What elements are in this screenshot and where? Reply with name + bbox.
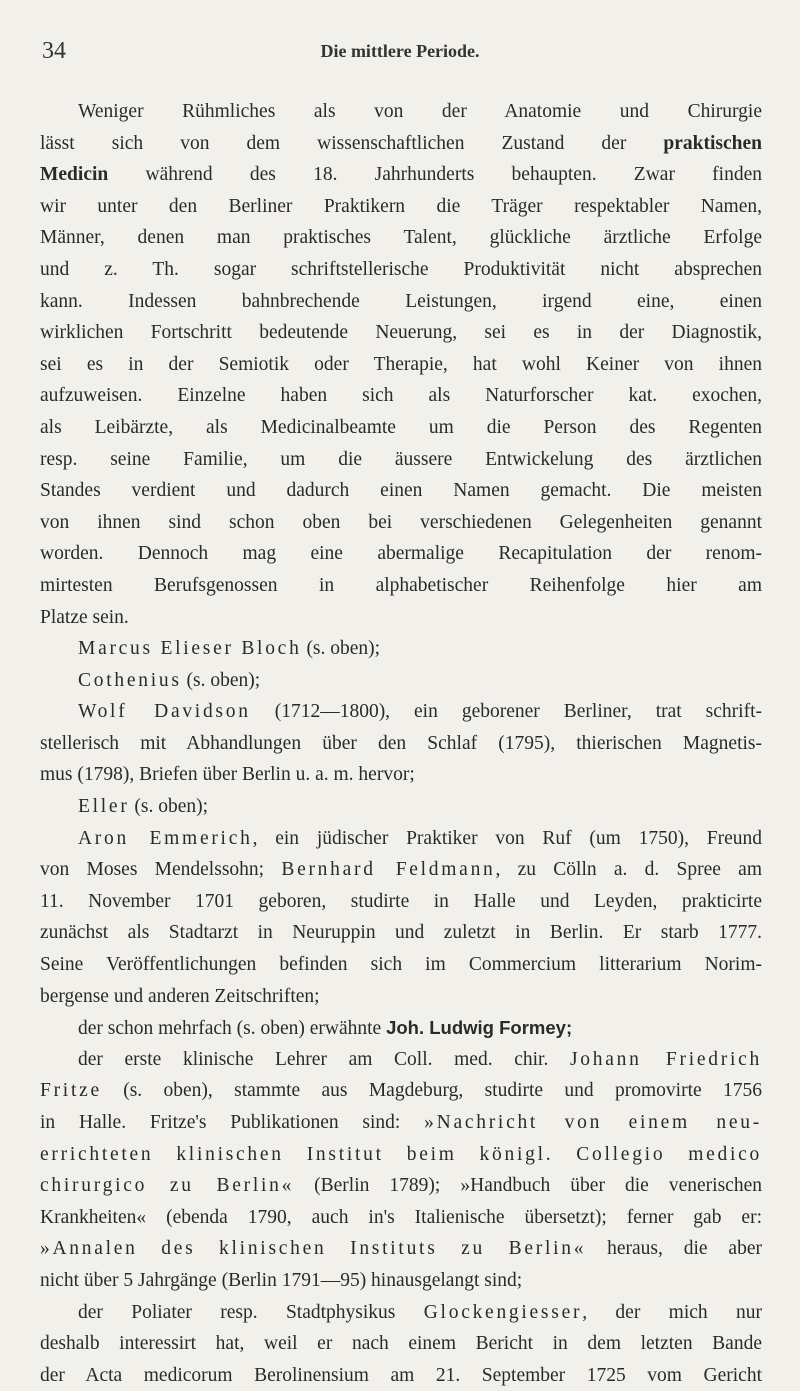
text-segment: deshalb interessirt hat, weil er nach einem Bericht in dem letzten Bande bbox=[40, 1333, 762, 1355]
text-segment: Männer, denen man praktisches Talent, glückliche ärztliche Erfolge bbox=[40, 227, 762, 249]
text-line bbox=[40, 159, 762, 191]
text-line bbox=[40, 696, 762, 728]
text-line bbox=[40, 1044, 762, 1076]
text-line bbox=[40, 1360, 762, 1391]
text-line bbox=[40, 1012, 762, 1044]
emphasized-text: Aron Emmerich bbox=[78, 827, 253, 849]
text-segment: (s. oben), stammte aus Magdeburg, studirte und promovirte 1756 bbox=[101, 1080, 762, 1102]
text-segment: zunächst als Stadtarzt in Neuruppin und zuletzt in Berlin. Er starb 1777. bbox=[40, 922, 762, 944]
text-segment: Platze sein. bbox=[40, 606, 129, 628]
text-line bbox=[40, 538, 762, 570]
text-segment: , zu Cölln a. d. Spree am bbox=[495, 859, 762, 881]
text-line bbox=[40, 981, 762, 1013]
text-line bbox=[40, 1202, 762, 1234]
emphasized-text: »Annalen des klinischen Instituts zu Berlin« bbox=[40, 1238, 587, 1260]
emphasized-text: chirurgico zu Berlin« bbox=[40, 1175, 295, 1197]
page-number: 34 bbox=[42, 38, 66, 64]
text-line bbox=[40, 222, 762, 254]
text-line bbox=[40, 254, 762, 286]
text-segment: , der mich nur bbox=[582, 1301, 762, 1323]
text-segment: mirtesten Berufsgenossen in alphabetischer Reihenfolge hier am bbox=[40, 574, 762, 596]
text-segment: kann. Indessen bahnbrechende Leistungen, irgend eine, einen bbox=[40, 290, 762, 312]
text-segment: sei es in der Semiotik oder Therapie, hat wohl Keiner von ihnen bbox=[40, 353, 762, 375]
text-segment: (s. oben); bbox=[129, 796, 209, 818]
text-line bbox=[40, 128, 762, 160]
text-segment: stellerisch mit Abhandlungen über den Schlaf (1795), thierischen Magnetis- bbox=[40, 732, 762, 754]
text-line bbox=[40, 728, 762, 760]
text-line bbox=[40, 1170, 762, 1202]
emphasized-text: errichteten klinischen Institut beim königl. Collegio medico bbox=[40, 1143, 762, 1165]
text-line bbox=[40, 1107, 762, 1139]
text-segment: wir unter den Berliner Praktikern die Träger respektabler Namen, bbox=[40, 195, 762, 217]
text-line bbox=[40, 633, 762, 665]
text-line bbox=[40, 349, 762, 381]
emphasized-text: Bernhard Feldmann bbox=[281, 859, 496, 881]
running-title: Die mittlere Periode. bbox=[320, 41, 480, 61]
text-segment: (s. oben); bbox=[181, 669, 261, 691]
text-segment: Krankheiten« (ebenda 1790, auch in's Italienische übersetzt); ferner gab er: bbox=[40, 1206, 762, 1228]
text-segment: wirklichen Fortschritt bedeutende Neuerung, sei es in der Diagnostik, bbox=[40, 322, 762, 344]
text-line bbox=[40, 1265, 762, 1297]
text-line bbox=[40, 412, 762, 444]
text-segment: von Moses Mendelssohn; bbox=[40, 859, 282, 881]
emphasized-text: Fritze bbox=[40, 1080, 102, 1102]
text-line bbox=[40, 949, 762, 981]
emphasized-text: Marcus Elieser Bloch bbox=[78, 638, 302, 660]
emphasized-text: Glockengiesser bbox=[423, 1301, 583, 1323]
text-line bbox=[40, 665, 762, 697]
text-segment: aufzuweisen. Einzelne haben sich als Naturforscher kat. exochen, bbox=[40, 385, 762, 407]
text-segment: und z. Th. sogar schriftstellerische Produktivität nicht absprechen bbox=[40, 258, 762, 280]
text-line bbox=[40, 602, 762, 634]
text-line bbox=[40, 1139, 762, 1171]
text-line bbox=[40, 886, 762, 918]
text-segment: nicht über 5 Jahrgänge (Berlin 1791—95) hinausgelangt sind; bbox=[40, 1269, 523, 1291]
text-segment: Seine Veröffentlichungen befinden sich im Commercium litterarium Norim- bbox=[40, 954, 762, 976]
text-segment: Standes verdient und dadurch einen Namen gemacht. Die meisten bbox=[40, 480, 762, 502]
text-line bbox=[40, 1075, 762, 1107]
text-segment: als Leibärzte, als Medicinalbeamte um die Person des Regenten bbox=[40, 416, 762, 438]
text-segment: heraus, die aber bbox=[586, 1238, 762, 1260]
text-line bbox=[40, 286, 762, 318]
text-line bbox=[40, 475, 762, 507]
text-segment: worden. Dennoch mag eine abermalige Recapitulation der renom- bbox=[40, 543, 762, 565]
text-line bbox=[40, 823, 762, 855]
text-segment: 11. November 1701 geboren, studirte in Halle und Leyden, prakticirte bbox=[40, 890, 762, 912]
text-line bbox=[40, 317, 762, 349]
text-line bbox=[40, 791, 762, 823]
text-line bbox=[40, 507, 762, 539]
text-line bbox=[40, 96, 762, 128]
text-line bbox=[40, 380, 762, 412]
text-segment: (Berlin 1789); »Handbuch über die venerischen bbox=[294, 1175, 762, 1197]
text-segment: resp. seine Familie, um die äussere Entwickelung des ärztlichen bbox=[40, 448, 762, 470]
text-segment: während des 18. Jahrhunderts behaupten. Zwar finden bbox=[108, 164, 762, 186]
text-line bbox=[40, 1297, 762, 1329]
text-line bbox=[40, 854, 762, 886]
text-segment: der erste klinische Lehrer am Coll. med. chir. bbox=[78, 1048, 570, 1070]
text-segment: von ihnen sind schon oben bei verschiedenen Gelegenheiten genannt bbox=[40, 511, 762, 533]
emphasized-text: Johann Friedrich bbox=[569, 1048, 762, 1070]
text-segment: lässt sich von dem wissenschaftlichen Zustand der bbox=[40, 132, 664, 154]
text-line bbox=[40, 191, 762, 223]
text-line bbox=[40, 1233, 762, 1265]
text-line bbox=[40, 444, 762, 476]
text-segment: der Acta medicorum Berolinensium am 21. September 1725 vom Gericht bbox=[40, 1364, 762, 1386]
text-segment: (1712—1800), ein geborener Berliner, trat schrift- bbox=[250, 701, 762, 723]
text-line bbox=[40, 1328, 762, 1360]
text-segment: , ein jüdischer Praktiker von Ruf (um 1750), Freund bbox=[252, 827, 762, 849]
text-line bbox=[40, 759, 762, 791]
text-line bbox=[40, 570, 762, 602]
text-segment: (s. oben); bbox=[301, 638, 381, 660]
text-segment: der Poliater resp. Stadtphysikus bbox=[78, 1301, 424, 1323]
text-segment: mus (1798), Briefen über Berlin u. a. m. hervor; bbox=[40, 764, 415, 786]
emphasized-text: Medicin bbox=[40, 164, 109, 186]
emphasized-text: Joh. Ludwig Formey; bbox=[386, 1017, 573, 1039]
text-segment: der schon mehrfach (s. oben) erwähnte bbox=[78, 1018, 387, 1040]
emphasized-text: praktischen bbox=[663, 132, 762, 154]
emphasized-text: Wolf Davidson bbox=[78, 701, 251, 723]
text-segment: bergense und anderen Zeitschriften; bbox=[40, 985, 320, 1007]
text-line bbox=[40, 917, 762, 949]
emphasized-text: Cothenius bbox=[78, 669, 182, 691]
text-body bbox=[40, 96, 762, 1391]
text-segment: Weniger Rühmliches als von der Anatomie und Chirurgie bbox=[78, 101, 762, 122]
text-segment: in Halle. Fritze's Publikationen sind: bbox=[40, 1112, 425, 1133]
emphasized-text: Eller bbox=[78, 796, 130, 818]
emphasized-text: »Nachricht von einem neu- bbox=[424, 1112, 762, 1133]
page-header bbox=[0, 36, 800, 66]
